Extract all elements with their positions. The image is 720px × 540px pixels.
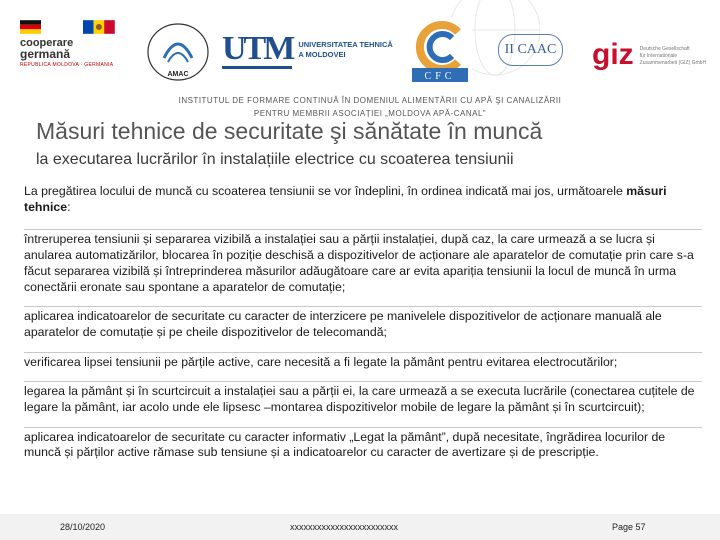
utm-mark: UTM — [222, 29, 293, 67]
intro-bold: măsuri tehnice — [24, 184, 667, 214]
page-number: Page 57 — [612, 522, 646, 532]
list-item: întreruperea tensiunii și separarea vizibilă a instalației sau a părții instalației, după caz, la care urmează a se lucra și anularea automatizărilor, blocarea în poziție deschisă a dispozitivelor de acționare ale aparatelor de comutație prin care s-a făcut separarea vizibilă și întreprinderea măsurilor adăugătoare care ar evita apariția tensiunii la locul de muncă în urma conectării eronate sau spontane a aparatelor de comutație; — [24, 229, 702, 295]
germana-text: germană — [20, 47, 71, 61]
cooperare-text: cooperare — [20, 37, 74, 49]
utm-logo — [222, 30, 402, 70]
cfc-text: CFC — [424, 71, 456, 82]
caac-logo: II CAAC — [498, 34, 563, 66]
cooperare-subtext: REPUBLICA MOLDOVA · GERMANIA — [20, 62, 114, 68]
footer — [0, 514, 720, 540]
list-item: aplicarea indicatoarelor de securitate cu caracter de interzicere pe manivelele dispozitivelor de acționare manuală ale aparatelor de comutație și pe cheile dispozitivelor de telecomandă; — [24, 306, 702, 340]
logo-bar — [0, 0, 720, 92]
slide-title: Măsuri tehnice de securitate şi sănătate în muncă — [36, 118, 543, 144]
list-item: aplicarea indicatoarelor de securitate cu caracter informativ „Legat la pământ”, după necesitate, îngrădirea locurilor de muncă și părților active rămase sub tensiune și a indicatoarelor cu caracter de avertizare și de prescripție. — [24, 427, 702, 461]
amac-logo — [140, 22, 218, 84]
giz-mark: giz — [592, 38, 634, 71]
cooperare-germana-logo — [20, 18, 115, 78]
amac-text: AMAC — [167, 71, 189, 78]
cfc-logo — [408, 18, 472, 84]
giz-logo — [592, 40, 712, 80]
footer-date: 28/10/2020 — [60, 522, 106, 532]
slide-subtitle: la executarea lucrărilor în instalațiile electrice cu scoaterea tensiunii — [36, 151, 514, 168]
institute-line-1: INSTITUTUL DE FORMARE CONTINUĂ ÎN DOMENIUL ALIMENTĂRII CU APĂ ŞI CANALIZĂRII — [178, 96, 562, 105]
footer-placeholder: xxxxxxxxxxxxxxxxxxxxxxxx — [290, 522, 398, 532]
list-item: legarea la pământ și în scurtcircuit a instalației sau a părții ei, la care urmează a se executa lucrările (conectarea cuțitele de legare la pământ, iar acolo unde ele lipsesc –montarea dispozitivelor mobile de legare la pământ și în scurtcircuit); — [24, 381, 702, 415]
list-item: verificarea lipsei tensiunii pe părțile active, care necesită a fi legate la pământ pentru evitarea electrocutărilor; — [24, 352, 702, 371]
content-body — [24, 184, 702, 472]
flags-icon — [20, 18, 115, 36]
giz-text: Deutsche Gesellschaft für Internationale Zusammenarbeit (GIZ) GmbH — [639, 46, 707, 66]
intro-paragraph: La pregătirea locului de muncă cu scoaterea tensiunii se vor îndeplini, în ordinea indicată mai jos, următoarele măsuri tehnice: — [24, 184, 667, 214]
institute-line-2: PENTRU MEMBRII ASOCIAȚIEI „MOLDOVA APĂ-CANAL” — [253, 109, 487, 118]
institute-heading — [150, 94, 590, 120]
utm-name: UNIVERSITATEA TEHNICĂ A MOLDOVEI — [298, 40, 393, 59]
